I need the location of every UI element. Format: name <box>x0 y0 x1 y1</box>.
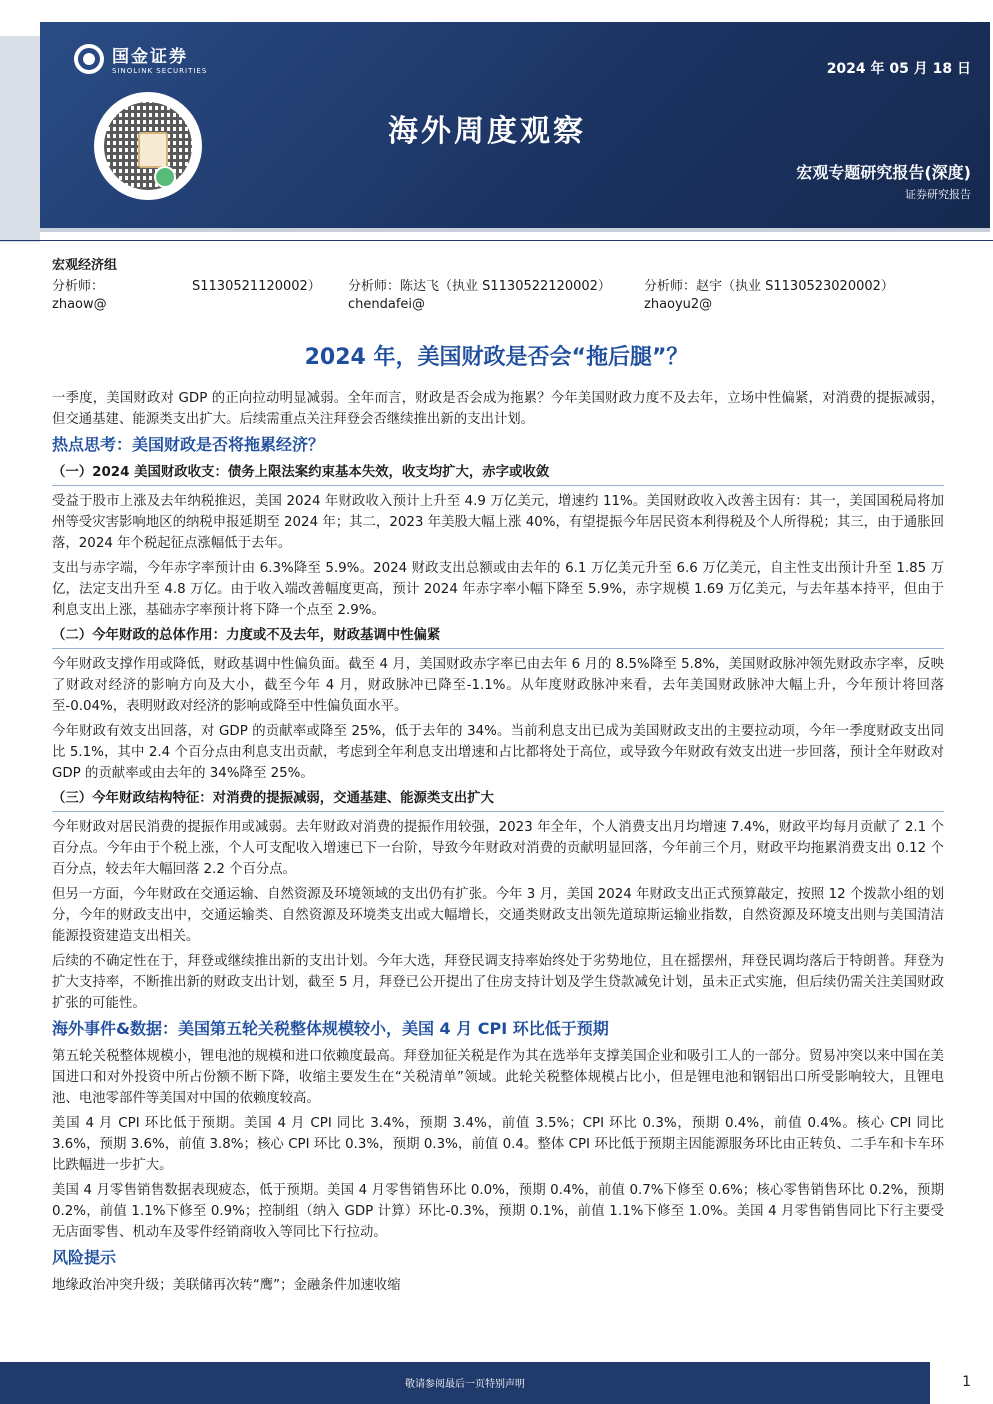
page-number: 1 <box>962 1374 971 1390</box>
qr-code-icon <box>94 92 202 200</box>
report-category: 证券研究报告 <box>905 188 971 201</box>
paragraph: 美国 4 月 CPI 环比低于预期。美国 4 月 CPI 同比 3.4%，预期 3.4%，前值 3.5%；CPI 环比 0.3%，预期 0.4%，前值 0.4%。核心 CPI 同比 3.6%，预期 3.6%，前值 3.8%；核心 CPI 环比 0.3%，预期 0.3%，前值 0.4。整体 CPI 环比低于预期主因能源服务环比由正转负、二手车和卡车环比跌幅进一步扩大。 <box>52 1116 944 1173</box>
subsection-heading-1: （一）2024 美国财政收支：债务上限法案约束基本失效，收支均扩大，赤字或收敛 <box>52 462 944 486</box>
analyst-1-label: 分析师： <box>52 278 105 294</box>
section-heading-risk: 风险提示 <box>52 1248 117 1267</box>
section-heading-hot-topic: 热点思考：美国财政是否将拖累经济？ <box>52 435 325 454</box>
banner-side-strip <box>0 36 40 242</box>
analyst-1-license: S1130521120002） <box>192 278 321 294</box>
logo-english: SINOLINK SECURITIES <box>112 67 208 75</box>
logo-chinese: 国金证券 <box>112 47 188 67</box>
paragraph: 今年财政支撑作用或降低，财政基调中性偏负面。截至 4 月，美国财政赤字率已由去年 6 月的 8.5%降至 5.8%，美国财政脉冲领先财政赤字率，反映了财政对经济的影响方向及大小，截至今年 4 月，财政脉冲已降至-1.1%。从年度财政脉冲来看，去年美国财政脉冲大幅上升，今年预计将回落至-0.04%，表明财政对经济的影响或降至中性偏负面水平。 <box>52 657 944 714</box>
paragraph: 今年财政对居民消费的提振作用或减弱。去年财政对消费的提振作用较强，2023 年全年，个人消费支出月均增速 7.4%，财政平均每月贡献了 2.1 个百分点。今年由于个税上涨，个人可支配收入增速已下一台阶，导致今年财政对消费的贡献明显回落，今年前三个月，财政平均拖累消费支出 0.12 个百分点，较去年大幅回落 2.2 个百分点。 <box>52 820 944 877</box>
section-heading-events: 海外事件&数据：美国第五轮关税整体规模较小，美国 4 月 CPI 环比低于预期 <box>52 1019 609 1038</box>
header-divider <box>0 240 993 241</box>
banner-shadow <box>40 228 990 232</box>
mini-program-icon <box>154 166 176 188</box>
analyst-3-info: 分析师：赵宇（执业 S1130523020002） <box>644 278 894 294</box>
report-body <box>52 388 944 1300</box>
intro-paragraph: 一季度，美国财政对 GDP 的正向拉动明显减弱。全年而言，财政是否会成为拖累？今年美国财政力度不及去年，立场中性偏紧，对消费的提振减弱，但交通基建、能源类支出扩大。后续需重点关注拜登会否继续推出新的支出计划。 <box>52 391 944 427</box>
document-title: 2024 年，美国财政是否会“拖后腿”？ <box>304 345 689 370</box>
company-logo <box>74 42 207 75</box>
analyst-block <box>52 274 952 314</box>
subsection-heading-3: （三）今年财政结构特征：对消费的提振减弱，交通基建、能源类支出扩大 <box>52 788 944 812</box>
report-type: 宏观专题研究报告(深度) <box>796 163 971 182</box>
analyst-1-email[interactable]: zhaow@ <box>52 296 107 312</box>
paragraph: 后续的不确定性在于，拜登或继续推出新的支出计划。今年大选，拜登民调支持率始终处于劣势地位，且在摇摆州，拜登民调均落后于特朗普。拜登为扩大支持率，不断推出新的财政支出计划，截至 5 月，拜登已公开提出了住房支持计划及学生贷款减免计划，虽未正式实施，但后续仍需关注美国财政扩张的可能性。 <box>52 954 944 1011</box>
report-series-title: 海外周度观察 <box>388 114 586 149</box>
qr-center-logo-icon <box>138 132 168 168</box>
paragraph: 但另一方面，今年财政在交通运输、自然资源及环境领域的支出仍有扩张。今年 3 月，美国 2024 年财政支出正式预算敲定，按照 12 个拨款小组的划分，今年的财政支出中，交通运输类、自然资源及环境类支出或大幅增长，交通类财政支出领先道琼斯运输业指数，自然资源及环境支出则与美国清洁能源投资建造支出相关。 <box>52 887 944 944</box>
risk-paragraph: 地缘政治冲突升级；美联储再次转“鹰”；金融条件加速收缩 <box>52 1278 401 1293</box>
analyst-2-info: 分析师：陈达飞（执业 S1130522120002） <box>348 278 611 294</box>
paragraph: 美国 4 月零售销售数据表现疲态，低于预期。美国 4 月零售销售环比 0.0%，预期 0.4%，前值 0.7%下修至 0.6%；核心零售销售环比 0.2%，预期 0.2%，前值 1.1%下修至 0.9%；控制组（纳入 GDP 计算）环比-0.3%，预期 0.1%，前值 1.1%下修至 1.0%。美国 4 月零售销售同比下行主要受无店面零售、机动车及零件经销商收入等同比下行拉动。 <box>52 1183 944 1240</box>
paragraph: 第五轮关税整体规模小，锂电池的规模和进口依赖度最高。拜登加征关税是作为其在选举年支撑美国企业和吸引工人的一部分。贸易冲突以来中国在美国进口和对外投资中所占份额不断下降，收缩主要发生在“关税清单”领域。此轮关税整体规模占比小，但是锂电池和钢铝出口所受影响较大，且锂电池、电池零部件等美国对中国的依赖度较高。 <box>52 1049 944 1106</box>
subsection-heading-2: （二）今年财政的总体作用：力度或不及去年，财政基调中性偏紧 <box>52 625 944 649</box>
paragraph: 受益于股市上涨及去年纳税推迟，美国 2024 年财政收入预计上升至 4.9 万亿美元，增速约 11%。美国财政收入改善主因有：其一，美国国税局将加州等受灾害影响地区的纳税申报延期至 2024 年；其二，2023 年美股大幅上涨 40%，有望提振今年居民资本利得税及个人所得税；其三，由于通胀回落，2024 年个税起征点涨幅低于去年。 <box>52 494 944 551</box>
disclaimer-note[interactable]: 敬请参阅最后一页特别声明 <box>405 1379 525 1390</box>
analyst-2-email[interactable]: chendafei@ <box>348 296 426 312</box>
logo-mark-icon <box>74 44 104 74</box>
research-group: 宏观经济组 <box>52 258 118 273</box>
paragraph: 今年财政有效支出回落，对 GDP 的贡献率或降至 25%，低于去年的 34%。当前利息支出已成为美国财政支出的主要拉动项，今年一季度财政支出同比 5.1%，其中 2.4 个百分点由利息支出贡献，考虑到全年利息支出增速和占比都将处于高位，或导致今年财政有效支出进一步回落，预计全年财政对 GDP 的贡献率或由去年的 34%降至 25%。 <box>52 724 944 781</box>
paragraph: 支出与赤字端，今年赤字率预计由 6.3%降至 5.9%。2024 财政支出总额或由去年的 6.1 万亿美元升至 6.6 万亿美元，自主性支出预计升至 1.85 万亿，法定支出升至 4.8 万亿。由于收入端改善幅度更高，预计 2024 年赤字率小幅下降至 5.9%，赤字规模 1.69 万亿美元，与去年基本持平，但由于利息支出上涨，基础赤字率预计将下降一个点至 2.9%。 <box>52 561 944 618</box>
analyst-3-email[interactable]: zhaoyu2@ <box>644 296 713 312</box>
report-date: 2024 年 05 月 18 日 <box>826 61 971 77</box>
